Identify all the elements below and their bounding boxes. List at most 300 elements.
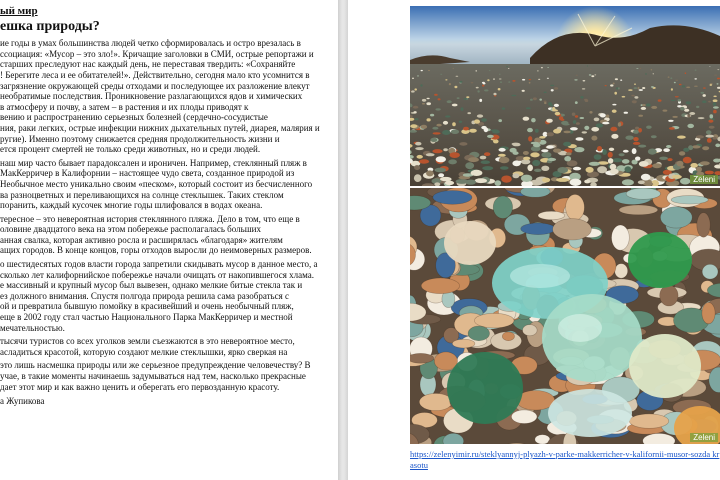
pebble-shape bbox=[547, 67, 548, 68]
pebble-shape bbox=[459, 121, 462, 123]
pebble-shape bbox=[634, 87, 638, 89]
text-line: дает этот мир и как важно ценить и оберегать его первозданную красоту. bbox=[0, 381, 280, 392]
pebble-shape bbox=[469, 129, 477, 133]
pebble-shape bbox=[638, 145, 646, 148]
pebble-shape bbox=[591, 75, 594, 77]
pebble-shape bbox=[412, 78, 414, 79]
pebble-shape bbox=[680, 178, 690, 185]
pebble-shape bbox=[421, 70, 423, 71]
pebble-shape bbox=[440, 177, 452, 181]
pebble-shape bbox=[468, 157, 479, 162]
pebble-shape bbox=[660, 207, 692, 228]
text-line: Необычное место уникально своим «песком», который состоит из бесчисленного bbox=[0, 178, 313, 189]
pebble-shape bbox=[523, 325, 538, 336]
pebble-shape bbox=[553, 219, 592, 240]
text-line: оловине двадцатого века на этом побережье располагалась больших bbox=[0, 224, 261, 235]
pebble-shape bbox=[707, 138, 712, 143]
pebble-shape bbox=[587, 66, 588, 67]
text-line: ! Берегите леса и ее обитателей!». Действительно, сегодня мало кто усомнится в bbox=[0, 69, 310, 80]
pebble-shape bbox=[454, 86, 457, 88]
pebble-shape bbox=[651, 69, 652, 70]
pebble-shape bbox=[606, 115, 610, 118]
pebble-shape bbox=[615, 78, 618, 80]
pebble-shape bbox=[608, 152, 613, 158]
pebble-shape bbox=[553, 129, 561, 134]
pebble-shape bbox=[573, 167, 581, 171]
pebble-shape bbox=[652, 163, 662, 168]
page-gap bbox=[338, 0, 348, 480]
pebble-shape bbox=[422, 103, 425, 105]
pebble-shape bbox=[574, 147, 584, 152]
pebble-shape bbox=[675, 80, 678, 81]
pebble-shape bbox=[611, 134, 618, 139]
pebble-shape bbox=[414, 111, 417, 113]
pebble-shape bbox=[709, 66, 710, 67]
pebble-shape bbox=[427, 118, 431, 121]
pebble-shape bbox=[512, 160, 520, 166]
pebble-shape bbox=[679, 151, 685, 155]
pebble-shape bbox=[689, 112, 695, 115]
pebble-shape bbox=[520, 188, 550, 197]
pebble-shape bbox=[506, 66, 508, 67]
pebble-shape bbox=[544, 92, 547, 94]
pebble-shape bbox=[548, 102, 552, 105]
pebble-shape bbox=[521, 175, 532, 182]
pebble-shape bbox=[634, 96, 638, 99]
pebble-shape bbox=[696, 167, 702, 172]
pebble-shape bbox=[695, 70, 697, 71]
pebble-shape bbox=[646, 126, 652, 129]
pebble-shape bbox=[500, 166, 509, 169]
author-name: а Жупикова bbox=[0, 396, 45, 407]
pebble-shape bbox=[552, 107, 555, 110]
document-page-right[interactable] bbox=[348, 0, 720, 480]
text-line: это лишь насмешка природы или же серьезное предупреждение человечеству? В bbox=[0, 360, 311, 371]
sea-glass-image bbox=[410, 188, 720, 444]
pebble-shape bbox=[527, 128, 533, 132]
pebble-shape bbox=[436, 156, 446, 162]
pebble-shape bbox=[605, 85, 607, 86]
pebble-shape bbox=[638, 115, 643, 117]
pebble-shape bbox=[554, 87, 558, 90]
sunset-beach-image bbox=[410, 6, 720, 186]
pebble-shape bbox=[523, 157, 530, 161]
pebble-shape bbox=[466, 96, 469, 98]
pebble-shape bbox=[465, 162, 474, 169]
pebble-shape bbox=[523, 117, 530, 121]
pebble-shape bbox=[628, 89, 632, 91]
pebble-shape bbox=[575, 115, 578, 117]
pebble-shape bbox=[530, 152, 539, 157]
pebble-shape bbox=[702, 100, 706, 103]
pebble-shape bbox=[436, 124, 441, 127]
pebble-shape bbox=[580, 117, 585, 119]
pebble-shape bbox=[563, 142, 571, 147]
text-line: ругие). Именно поэтому снижается средняя продолжительность жизни и bbox=[0, 133, 280, 144]
pebble-shape bbox=[694, 86, 698, 87]
pebble-shape bbox=[453, 68, 454, 69]
pebble-shape bbox=[683, 157, 692, 164]
pebble-shape bbox=[487, 135, 494, 138]
pebble-shape bbox=[619, 153, 625, 156]
pebble-shape bbox=[550, 85, 554, 86]
pebble-shape bbox=[612, 110, 617, 113]
pebble-shape bbox=[610, 127, 617, 132]
pebble-shape bbox=[702, 302, 715, 323]
pebble-shape bbox=[589, 162, 600, 166]
pebble-shape bbox=[653, 73, 654, 74]
pebble-shape bbox=[660, 285, 678, 306]
pebble-shape bbox=[498, 154, 506, 157]
pebble-shape bbox=[415, 118, 419, 120]
pebble-shape bbox=[563, 131, 570, 134]
pebble-shape bbox=[421, 125, 428, 129]
text-line: асладиться красотой, которую создают мелкие стеклышки, ярко сверкая на bbox=[0, 346, 288, 357]
pebble-shape bbox=[572, 113, 576, 116]
pebble-shape bbox=[414, 88, 417, 90]
pebble-shape bbox=[600, 113, 606, 117]
pebble-shape bbox=[633, 130, 639, 134]
pebble-shape bbox=[596, 123, 603, 127]
pebble-shape bbox=[482, 85, 484, 87]
pebble-shape bbox=[586, 167, 594, 173]
pebble-shape bbox=[564, 156, 571, 161]
pebble-shape bbox=[539, 136, 545, 139]
pebble-shape bbox=[671, 196, 708, 204]
pebble-shape bbox=[480, 156, 487, 160]
pebble-shape bbox=[614, 92, 617, 95]
pebble-shape bbox=[443, 121, 448, 125]
pebble-shape bbox=[557, 167, 568, 173]
pebble-shape bbox=[622, 159, 630, 164]
pebble-shape bbox=[452, 122, 456, 126]
pebble-shape bbox=[575, 101, 578, 104]
section-heading: ый мир bbox=[0, 5, 38, 17]
pebble-shape bbox=[594, 74, 596, 75]
pebble-shape bbox=[541, 152, 551, 158]
text-line: мечательностью. bbox=[0, 322, 65, 333]
pebble-shape bbox=[618, 122, 621, 126]
pebble-shape bbox=[467, 112, 471, 114]
pebble-shape bbox=[537, 70, 538, 71]
pebble-shape bbox=[710, 114, 714, 118]
pebble-shape bbox=[499, 74, 500, 75]
pebble-shape bbox=[530, 99, 533, 101]
pebble-shape bbox=[451, 129, 459, 134]
pebble-shape bbox=[523, 151, 529, 155]
pebble-shape bbox=[684, 109, 689, 112]
pebble-shape bbox=[612, 225, 630, 250]
pebble-shape bbox=[615, 264, 628, 279]
pebble-shape bbox=[618, 87, 620, 89]
pebble-shape bbox=[499, 157, 510, 163]
article-paragraph bbox=[0, 336, 336, 357]
pebble-shape bbox=[555, 112, 560, 116]
text-line: ния, раки легких, острые инфекции нижних дыхательных путей, диарея, малярия и bbox=[0, 122, 320, 133]
pebble-shape bbox=[511, 95, 516, 96]
pebble-shape bbox=[713, 102, 716, 105]
pebble-shape bbox=[685, 72, 687, 74]
pebble-shape bbox=[717, 69, 719, 70]
text-line: тересное – это невероятная история стеклянного пляжа. Дело в том, что еще в bbox=[0, 213, 300, 224]
pebble-shape bbox=[502, 107, 505, 109]
pebble-shape bbox=[500, 82, 502, 83]
pebble-shape bbox=[445, 115, 450, 117]
pebble-shape bbox=[528, 136, 532, 141]
text-line: старших преследуют нас каждый день, не переставая твердить: «Сохраняйте bbox=[0, 59, 296, 70]
pebble-shape bbox=[698, 117, 705, 119]
pebble-shape bbox=[713, 110, 717, 114]
text-line: поранить, каждый кусочек многие годы шлифовался в водах океана. bbox=[0, 200, 263, 211]
pebble-shape bbox=[576, 137, 584, 141]
pebble-shape bbox=[648, 149, 657, 155]
pebble-shape bbox=[651, 135, 657, 138]
pebble-shape bbox=[706, 130, 712, 134]
pebble-shape bbox=[705, 171, 714, 175]
pebble-shape bbox=[713, 99, 718, 102]
pebble-shape bbox=[663, 148, 670, 152]
pebble-shape bbox=[414, 165, 420, 170]
pebble-shape bbox=[438, 98, 441, 100]
pebble-shape bbox=[477, 90, 479, 92]
pebble-shape bbox=[410, 353, 434, 363]
pebble-shape bbox=[667, 158, 672, 161]
pebble-shape bbox=[677, 161, 684, 167]
pebble-shape bbox=[645, 73, 647, 74]
pebble-shape bbox=[566, 152, 572, 155]
pebble-shape bbox=[493, 93, 496, 96]
pebble-shape bbox=[438, 173, 444, 177]
pebble-shape bbox=[474, 313, 514, 328]
pebble-shape bbox=[703, 87, 706, 88]
pebble-shape bbox=[526, 107, 531, 109]
pebble-shape bbox=[529, 82, 531, 84]
pebble-shape bbox=[482, 166, 493, 170]
pebble-shape bbox=[651, 86, 654, 88]
article-paragraph bbox=[0, 38, 336, 155]
pebble-shape bbox=[633, 142, 640, 145]
pebble-shape bbox=[694, 78, 697, 79]
pebble-shape bbox=[622, 96, 626, 98]
pebble-shape bbox=[417, 155, 423, 159]
pebble-shape bbox=[512, 80, 515, 82]
pebble-shape bbox=[508, 68, 510, 69]
pebble-shape bbox=[510, 148, 517, 153]
pebble-shape bbox=[547, 78, 549, 79]
image-watermark: Zeleni bbox=[690, 175, 718, 184]
pebble-shape bbox=[433, 191, 472, 205]
pebble-shape bbox=[511, 410, 537, 424]
pebble-shape bbox=[658, 99, 662, 101]
pebble-shape bbox=[612, 158, 622, 162]
pebble-shape bbox=[414, 174, 422, 182]
pebble-shape bbox=[464, 98, 469, 100]
pebble-shape bbox=[570, 127, 578, 130]
pebble-shape bbox=[494, 95, 497, 96]
pebble-shape bbox=[566, 194, 585, 220]
text-line: вению и распространению серьезных болезней (сердечно-сосудистые bbox=[0, 112, 268, 123]
pebble-shape bbox=[499, 79, 502, 80]
article-title: ешка природы? bbox=[0, 18, 100, 34]
pebble-shape bbox=[465, 180, 476, 185]
pebble-shape bbox=[452, 104, 458, 107]
pebble-shape bbox=[529, 79, 531, 80]
sea-glass-photo bbox=[410, 188, 720, 444]
text-line: ащих городов. В конце концов, горы отходов выросли до неимоверных размеров. bbox=[0, 245, 312, 256]
pebble-shape bbox=[708, 120, 713, 123]
pebble-shape bbox=[697, 213, 710, 238]
pebble-shape bbox=[594, 154, 602, 160]
pebble-shape bbox=[677, 105, 682, 107]
pebble-shape bbox=[471, 170, 483, 176]
pebble-shape bbox=[651, 106, 657, 109]
pebble-shape bbox=[430, 138, 437, 142]
pebble-shape bbox=[582, 131, 587, 133]
pebble-shape bbox=[671, 100, 676, 101]
pebble-shape bbox=[426, 102, 431, 105]
pebble-shape bbox=[475, 178, 487, 183]
pebble-shape bbox=[456, 76, 459, 77]
text-line: сколько лет калифорнийское побережье начали очищать от накопившегося хлама. bbox=[0, 269, 314, 280]
pebble-shape bbox=[445, 181, 454, 185]
pebble-shape bbox=[426, 153, 435, 156]
pebble-shape bbox=[495, 180, 502, 186]
pebble-shape bbox=[612, 104, 616, 106]
pebble-shape bbox=[468, 326, 489, 341]
pebble-shape bbox=[432, 149, 442, 153]
pebble-shape bbox=[680, 107, 684, 111]
pebble-shape bbox=[703, 94, 706, 97]
pebble-shape bbox=[619, 205, 658, 215]
pebble-shape bbox=[538, 211, 565, 220]
pebble-shape bbox=[474, 119, 480, 123]
pebble-shape bbox=[713, 137, 717, 140]
pebble-shape bbox=[493, 78, 495, 79]
pebble-shape bbox=[629, 414, 668, 428]
pebble-shape bbox=[435, 168, 447, 173]
source-link[interactable]: https://zelenyimir.ru/steklyannyj-plyazh-v-parke-makkerricher-v-kalifornii-musor-sozda krasotu bbox=[410, 449, 720, 470]
pebble-shape bbox=[546, 146, 554, 149]
pebble-shape bbox=[589, 111, 592, 114]
pebble-shape bbox=[670, 77, 672, 79]
pebble-shape bbox=[574, 79, 577, 80]
pebble-shape bbox=[576, 122, 580, 125]
pebble-shape bbox=[430, 114, 434, 117]
pebble-shape bbox=[538, 79, 540, 80]
pebble-shape bbox=[415, 147, 423, 150]
pebble-shape bbox=[548, 158, 557, 161]
pebble-shape bbox=[635, 127, 639, 130]
text-line: необратимые последствия. Проникновение разлагающихся ядов и химических bbox=[0, 91, 303, 102]
pebble-shape bbox=[559, 116, 563, 120]
pebble-shape bbox=[427, 98, 430, 99]
pebble-shape bbox=[542, 178, 550, 183]
pebble-shape bbox=[686, 101, 691, 104]
pebble-shape bbox=[461, 107, 464, 111]
pebble-shape bbox=[589, 74, 592, 75]
pebble-shape bbox=[701, 92, 705, 94]
pebble-shape bbox=[610, 164, 617, 170]
pebble-shape bbox=[672, 175, 682, 179]
pebble-shape bbox=[535, 129, 539, 133]
pebble-shape bbox=[420, 84, 422, 86]
pebble-shape bbox=[602, 149, 607, 155]
text-line: ие годы в умах большинства людей четко сформировалась и остро врезалась в bbox=[0, 38, 301, 49]
pebble-shape bbox=[479, 99, 482, 102]
text-line: ссоциация: «Мусор – это зло!». Кричащие заголовки в СМИ, острые репортажи и bbox=[0, 48, 314, 59]
pebble-shape bbox=[590, 69, 592, 70]
pebble-shape bbox=[551, 89, 554, 91]
pebble-shape bbox=[639, 89, 643, 91]
pebble-shape bbox=[613, 83, 615, 85]
pebble-shape bbox=[481, 160, 490, 164]
pebble-shape bbox=[597, 146, 602, 151]
pebble-shape bbox=[682, 85, 685, 87]
pebble-shape bbox=[533, 97, 537, 100]
image-watermark: Zeleni bbox=[690, 433, 718, 442]
pebble-shape bbox=[690, 163, 698, 168]
pebble-shape bbox=[463, 127, 469, 131]
pebble-shape bbox=[666, 145, 671, 148]
pebble-shape bbox=[440, 74, 442, 75]
pebble-shape bbox=[489, 70, 491, 71]
pebble-shape bbox=[626, 188, 660, 199]
text-line: ез должного внимания. Спустя полгода природа решила сама разобраться с bbox=[0, 290, 290, 301]
pebble-shape bbox=[448, 159, 457, 164]
pebble-shape bbox=[610, 84, 613, 86]
pebble-shape bbox=[531, 118, 536, 122]
text-line: о шестидесятых годов власти города запретили скидывать мусор в данное место, а bbox=[0, 259, 318, 270]
pebble-shape bbox=[447, 100, 452, 103]
pebble-shape bbox=[419, 393, 452, 410]
text-line: ва разноцветных и переливающихся на солнце стеклышек. Таких стеклом bbox=[0, 189, 284, 200]
pebble-shape bbox=[582, 88, 585, 89]
pebble-shape bbox=[556, 178, 569, 182]
pebble-shape bbox=[642, 104, 646, 106]
text-line: МакКерричер в Калифорнии – настоящее чудо света, созданное природой из bbox=[0, 168, 295, 179]
text-line: ой и превратила бывшую помойку в красивейший и очень необычный пляж, bbox=[0, 301, 294, 312]
pebble-shape bbox=[449, 83, 451, 85]
pebble-shape bbox=[624, 112, 628, 114]
pebble-shape bbox=[534, 169, 542, 172]
pebble-shape bbox=[417, 75, 418, 77]
pebble-shape bbox=[452, 339, 475, 348]
article-paragraph bbox=[0, 158, 336, 211]
pebble-shape bbox=[696, 106, 699, 108]
pebble-shape bbox=[642, 87, 645, 89]
text-line: еще в 2002 году стал частью Национального Парка МакКерричер и местной bbox=[0, 312, 293, 323]
pebble-shape bbox=[512, 143, 520, 146]
pebble-shape bbox=[413, 106, 419, 109]
pebble-shape bbox=[426, 170, 434, 176]
pebble-shape bbox=[435, 108, 440, 110]
pebble-shape bbox=[421, 278, 459, 294]
pebble-shape bbox=[700, 161, 710, 165]
pebble-shape bbox=[532, 160, 540, 166]
pebble-shape bbox=[640, 68, 641, 69]
pebble-shape bbox=[419, 159, 429, 163]
document-page-left[interactable] bbox=[0, 0, 338, 480]
pebble-shape bbox=[692, 145, 701, 148]
pebble-shape bbox=[634, 84, 636, 85]
pebble-shape bbox=[522, 79, 525, 81]
pebble-shape bbox=[632, 100, 637, 103]
pebble-shape bbox=[663, 110, 668, 112]
pebble-shape bbox=[686, 87, 690, 89]
sunset-beach-photo bbox=[410, 6, 720, 186]
pebble-shape bbox=[591, 136, 597, 141]
pebble-shape bbox=[668, 120, 674, 122]
